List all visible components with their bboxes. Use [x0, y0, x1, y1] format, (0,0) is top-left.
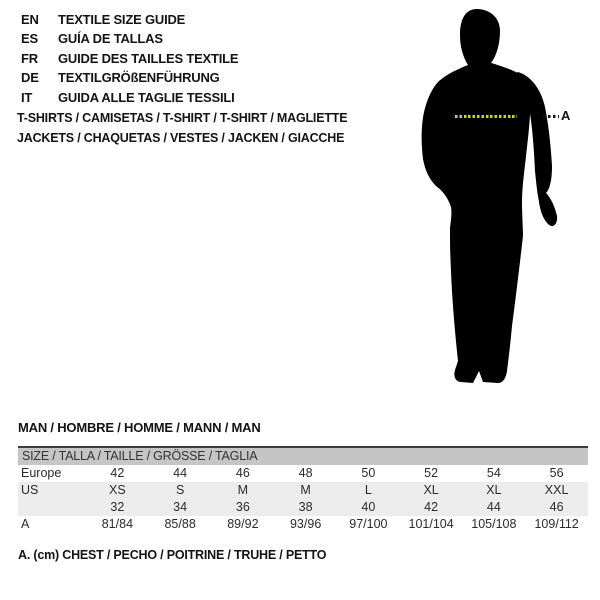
table-cell: 50	[361, 466, 376, 480]
size-table	[18, 446, 588, 533]
language-row-fr	[21, 49, 238, 68]
table-cell: 93/96	[289, 517, 322, 531]
table-cell: 36	[235, 500, 250, 514]
row-label: Europe	[21, 466, 62, 480]
table-cell: 46	[549, 500, 564, 514]
row-label	[18, 499, 86, 516]
section-title-man: MAN / HOMBRE / HOMME / MANN / MAN	[18, 420, 261, 435]
table-cell: 101/104	[408, 517, 454, 531]
table-row-us	[18, 482, 588, 499]
table-cell: 48	[298, 466, 313, 480]
category-tshirts: T-SHIRTS / CAMISETAS / T-SHIRT / T-SHIRT / MAGLIETTE	[17, 111, 348, 125]
table-cell: 81/84	[101, 517, 134, 531]
table-cell: 42	[110, 466, 125, 480]
table-cell: 32	[110, 500, 125, 514]
table-cell: 89/92	[227, 517, 259, 531]
chest-measure-leader-dashes	[543, 115, 559, 118]
guide-title: GUIDA ALLE TAGLIE TESSILI	[58, 89, 235, 105]
table-cell: 56	[549, 466, 564, 480]
language-code: ES	[21, 31, 38, 47]
chest-measure-dashes-on-body	[455, 115, 517, 118]
row-label: US	[21, 483, 39, 497]
garment-categories	[17, 109, 347, 148]
table-cell: 85/88	[164, 517, 196, 531]
guide-title: GUÍA DE TALLAS	[58, 31, 163, 47]
table-cell: M	[237, 483, 249, 497]
measurement-a-label: A	[561, 108, 571, 123]
table-row-chest-a	[18, 516, 588, 533]
table-cell: 46	[235, 466, 250, 480]
language-row-en	[21, 10, 238, 29]
row-label: A	[21, 517, 30, 531]
table-cell: 54	[486, 466, 501, 480]
table-cell: 34	[173, 500, 188, 514]
table-cell: 42	[424, 500, 439, 514]
table-band-us	[18, 482, 588, 516]
table-cell: XL	[423, 483, 439, 497]
body-silhouette	[422, 9, 531, 383]
table-cell: 52	[424, 466, 439, 480]
language-code: FR	[21, 50, 38, 66]
table-cell: 44	[173, 466, 188, 480]
table-cell: S	[175, 483, 185, 497]
table-cell: XS	[109, 483, 126, 497]
category-jackets: JACKETS / CHAQUETAS / VESTES / JACKEN / GIACCHE	[17, 130, 345, 145]
language-code: DE	[21, 70, 39, 86]
table-cell: 97/100	[349, 517, 388, 531]
table-cell: 38	[298, 500, 313, 514]
language-row-it	[21, 88, 238, 107]
table-cell: 44	[486, 500, 501, 514]
man-silhouette-svg	[400, 0, 600, 400]
guide-title: GUIDE DES TAILLES TEXTILE	[58, 50, 239, 66]
table-cell: 40	[361, 500, 376, 514]
language-row-de	[21, 68, 238, 87]
guide-title: TEXTILGRÖßENFÜHRUNG	[58, 70, 220, 86]
measurement-footnote: A. (cm) CHEST / PECHO / POITRINE / TRUHE / PETTO	[18, 548, 327, 562]
table-cell: XXL	[544, 483, 569, 497]
table-cell: 105/108	[471, 517, 517, 531]
table-row-europe	[18, 465, 588, 482]
table-cell: 109/112	[534, 517, 579, 531]
table-cell: M	[300, 483, 311, 497]
size-table-header: SIZE / TALLA / TAILLE / GRÖSSE / TAGLIA	[18, 448, 588, 465]
language-title-list	[21, 10, 238, 107]
man-silhouette-figure	[400, 0, 600, 400]
language-row-es	[21, 29, 238, 48]
table-cell: XL	[486, 483, 502, 497]
language-code: IT	[21, 89, 33, 105]
language-code: EN	[21, 12, 39, 27]
table-cell: L	[364, 483, 372, 497]
guide-title: TEXTILE SIZE GUIDE	[58, 12, 186, 27]
table-row-us-numeric	[18, 499, 588, 516]
